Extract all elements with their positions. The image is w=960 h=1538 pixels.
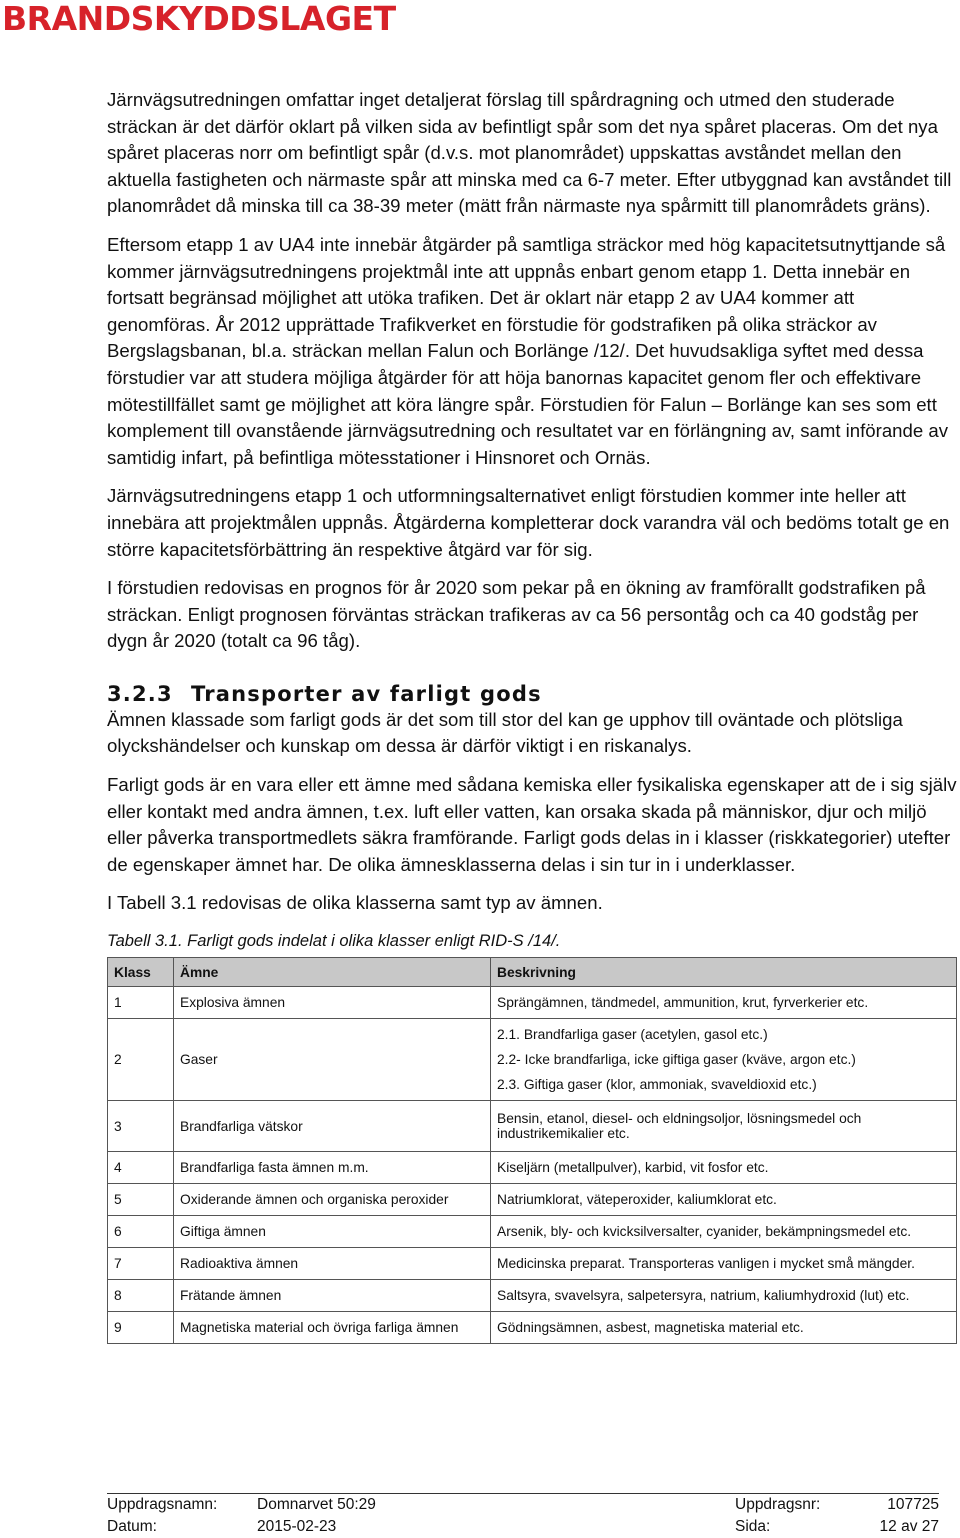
cell-klass: 2: [108, 1019, 174, 1101]
cell-beskrivning: [491, 1216, 957, 1248]
paragraph: Ämnen klassade som farligt gods är det som till stor del kan ge upphov till oväntade och plötsliga olyckshändelser och kunskap om dessa är därför viktigt i en riskanalys.: [107, 708, 903, 757]
cell-amne: Radioaktiva ämnen: [174, 1248, 491, 1280]
description-line: 2.3. Giftiga gaser (klor, ammoniak, svaveldioxid etc.): [497, 1077, 817, 1093]
paragraph: Eftersom etapp 1 av UA4 inte innebär åtgärder på samtliga sträckor med hög kapacitetsutnyttjande så kommer järnvägsutredningens projektmål inte att uppnås enbart genom etapp 1. Detta innebär en fortsatt begränsad möjlighet att utöka trafiken. Det är oklart när etapp 2 av UA4 kommer att genomföras. År 2012 upprättade Trafikverket en förstudie för godstrafiken på olika sträckor av Bergslagsbanan, bl.a. sträckan mellan Falun och Borlänge /12/. Det huvudsakliga syftet med dessa förstudier var att studera möjliga åtgärder för att höja banornas kapacitet genom fler och effektivare mötestillfället samt ge möjlighet att köra längre spår. Förstudien för Falun – Borlänge kan ses som ett komplement till ovanstående järnvägsutredning och resultatet var en förlängning av, samt införande av samtidig infart, på befintliga mötesstationer i Hinsnoret och Ornäs.: [107, 233, 948, 468]
description-line: 2.1. Brandfarliga gaser (acetylen, gasol etc.): [497, 1027, 768, 1043]
description-line: Saltsyra, svavelsyra, salpetersyra, natrium, kaliumhydroxid (lut) etc.: [497, 1288, 910, 1304]
description-line: Kiseljärn (metallpulver), karbid, vit fosfor etc.: [497, 1160, 769, 1176]
description-line: Bensin, etanol, diesel- och eldningsoljor, lösningsmedel och industrikemikalier etc.: [497, 1111, 862, 1142]
description-line: Natriumklorat, väteperoxider, kaliumklorat etc.: [497, 1192, 777, 1208]
table-row: [108, 1152, 957, 1184]
section-number: 3.2.3: [107, 681, 173, 706]
cell-amne: Magnetiska material och övriga farliga ämnen: [174, 1312, 491, 1344]
uppdragsnamn-label: Uppdragsnamn:: [107, 1496, 218, 1513]
description-line: 2.2- Icke brandfarliga, icke giftiga gaser (kväve, argon etc.): [497, 1052, 856, 1068]
paragraph: Järnvägsutredningens etapp 1 och utformningsalternativet enligt förstudien kommer inte heller att innebära att projektmålen uppnås. Åtgärderna kompletterar dock varandra väl och bedöms totalt ge en större kapacitetsförbättring än respektive åtgärd var för sig.: [107, 485, 950, 560]
description-line: Gödningsämnen, asbest, magnetiska material etc.: [497, 1320, 804, 1336]
sida-label: Sida:: [735, 1518, 771, 1535]
section-title: Transporter av farligt gods: [191, 681, 542, 706]
document-body: [107, 87, 957, 1344]
datum-value: 2015-02-23: [257, 1518, 337, 1535]
cell-amne: Brandfarliga fasta ämnen m.m.: [174, 1152, 491, 1184]
paragraph: Farligt gods är en vara eller ett ämne med sådana kemiska eller fysikaliska egenskaper att de i sig själv eller kontakt med andra ämnen, t.ex. luft eller vatten, kan orsaka skada på människor, djur och miljö eller påverka transportmedlets säkra framförande. Farligt gods delas in i klasser (riskkategorier) utefter de egenskaper ämnet har. De olika ämnesklasserna delas i sin tur in i underklasser.: [107, 774, 957, 875]
cell-klass: 3: [108, 1101, 174, 1152]
uppdragsnamn-value: Domnarvet 50:29: [257, 1496, 376, 1513]
cell-beskrivning: [491, 987, 957, 1019]
cell-amne: Explosiva ämnen: [174, 987, 491, 1019]
dangerous-goods-table: [107, 957, 957, 1344]
cell-klass: 8: [108, 1280, 174, 1312]
description-line: Medicinska preparat. Transporteras vanligen i mycket små mängder.: [497, 1256, 915, 1272]
description-line: Sprängämnen, tändmedel, ammunition, krut, fyrverkerier etc.: [497, 995, 869, 1011]
table-row: [108, 1019, 957, 1101]
footer-row-1: [107, 1494, 939, 1516]
cell-beskrivning: [491, 1152, 957, 1184]
header-amne: Ämne: [174, 958, 491, 987]
paragraph: Järnvägsutredningen omfattar inget detaljerat förslag till spårdragning och utmed den studerade sträckan är det därför oklart på vilken sida av befintligt spår som det nya spåret placeras. Om det nya spåret placeras norr om befintligt spår (d.v.s. mot planområdet) uppskattas avståndet mellan den aktuella fastigheten och närmaste spår att minska med ca 6-7 meter. Efter utbyggnad kan avståndet till planområdet då minska till ca 38-39 meter (mätt från närmaste nya spårmitt till planområdets gräns).: [107, 89, 952, 217]
cell-beskrivning: [491, 1312, 957, 1344]
table-row: [108, 1312, 957, 1344]
cell-amne: Giftiga ämnen: [174, 1216, 491, 1248]
header-klass: Klass: [108, 958, 174, 987]
page-footer: [107, 1493, 939, 1538]
cell-klass: 9: [108, 1312, 174, 1344]
cell-klass: 5: [108, 1184, 174, 1216]
description-line: Arsenik, bly- och kvicksilversalter, cyanider, bekämpningsmedel etc.: [497, 1224, 912, 1240]
cell-amne: Brandfarliga vätskor: [174, 1101, 491, 1152]
table-caption: Tabell 3.1. Farligt gods indelat i olika klasser enligt RID-S /14/.: [107, 932, 561, 951]
cell-klass: 1: [108, 987, 174, 1019]
company-logo: BRANDSKYDDSLAGET: [2, 0, 396, 38]
cell-amne: Frätande ämnen: [174, 1280, 491, 1312]
table-row: [108, 1248, 957, 1280]
table-row: [108, 1101, 957, 1152]
table-header-row: [108, 958, 957, 987]
uppdragsnr-label: Uppdragsnr:: [735, 1496, 821, 1513]
cell-amne: Gaser: [174, 1019, 491, 1101]
cell-beskrivning: [491, 1019, 957, 1101]
header-beskrivning: Beskrivning: [491, 958, 957, 987]
cell-amne: Oxiderande ämnen och organiska peroxider: [174, 1184, 491, 1216]
table-body: [108, 987, 957, 1344]
cell-beskrivning: [491, 1101, 957, 1152]
cell-klass: 7: [108, 1248, 174, 1280]
cell-beskrivning: [491, 1280, 957, 1312]
paragraph: I förstudien redovisas en prognos för år 2020 som pekar på en ökning av framförallt godstrafiken på sträckan. Enligt prognosen förväntas sträckan trafikeras av ca 56 persontåg och ca 40 godståg per dygn år 2020 (totalt ca 96 tåg).: [107, 577, 926, 652]
table-row: [108, 1280, 957, 1312]
sida-value: 12 av 27: [879, 1518, 939, 1535]
cell-beskrivning: [491, 1184, 957, 1216]
table-row: [108, 1184, 957, 1216]
table-row: [108, 1216, 957, 1248]
cell-beskrivning: [491, 1248, 957, 1280]
cell-klass: 4: [108, 1152, 174, 1184]
datum-label: Datum:: [107, 1518, 157, 1535]
paragraph: I Tabell 3.1 redovisas de olika klasserna samt typ av ämnen.: [107, 892, 603, 914]
uppdragsnr-value: 107725: [887, 1496, 939, 1513]
section-heading: [107, 681, 957, 707]
cell-klass: 6: [108, 1216, 174, 1248]
table-row: [108, 987, 957, 1019]
